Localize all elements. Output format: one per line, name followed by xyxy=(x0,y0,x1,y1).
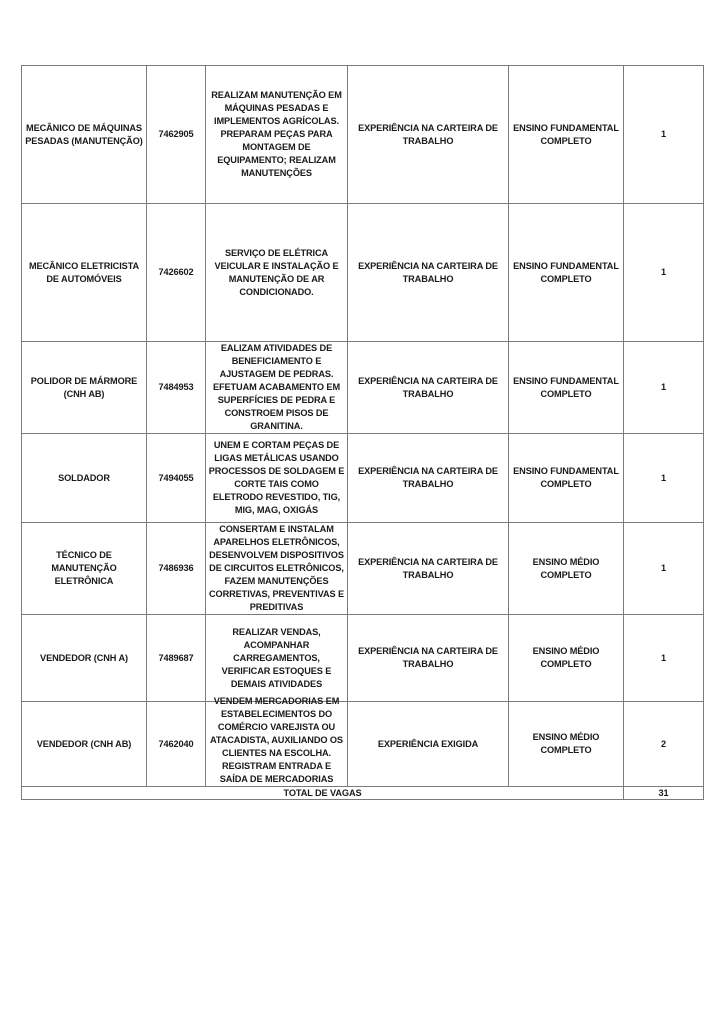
total-row xyxy=(22,787,704,800)
job-description-text: CONSERTAM E INSTALAM APARELHOS ELETRÔNICOS, DESENVOLVEM DISPOSITIVOS DE CIRCUITOS ELETRÔNICOS, FAZEM MANUTENÇÕES CORRETIVAS, PREVENTIVAS E PREDITIVAS xyxy=(209,524,344,612)
job-description xyxy=(206,615,348,702)
job-education: ENSINO FUNDAMENTAL COMPLETO xyxy=(509,66,624,204)
job-title: VENDEDOR (CNH A) xyxy=(22,615,147,702)
job-education: ENSINO FUNDAMENTAL COMPLETO xyxy=(509,204,624,342)
job-experience: EXPERIÊNCIA EXIGIDA xyxy=(348,702,509,787)
job-experience: EXPERIÊNCIA NA CARTEIRA DE TRABALHO xyxy=(348,615,509,702)
job-code: 7484953 xyxy=(147,342,206,434)
table-row xyxy=(22,615,704,702)
job-code: 7426602 xyxy=(147,204,206,342)
job-title: TÉCNICO DE MANUTENÇÃO ELETRÔNICA xyxy=(22,523,147,615)
table-row xyxy=(22,702,704,787)
job-vacancies: 1 xyxy=(624,66,704,204)
job-title: POLIDOR DE MÁRMORE (CNH AB) xyxy=(22,342,147,434)
total-value: 31 xyxy=(624,787,704,800)
total-label: TOTAL DE VAGAS xyxy=(22,787,624,800)
table-row xyxy=(22,342,704,434)
job-education: ENSINO FUNDAMENTAL COMPLETO xyxy=(509,434,624,523)
job-vacancies: 1 xyxy=(624,204,704,342)
job-education: ENSINO MÉDIO COMPLETO xyxy=(509,615,624,702)
table-row xyxy=(22,66,704,204)
table-row xyxy=(22,434,704,523)
job-vacancies: 1 xyxy=(624,615,704,702)
job-experience: EXPERIÊNCIA NA CARTEIRA DE TRABALHO xyxy=(348,523,509,615)
job-title: MECÂNICO ELETRICISTA DE AUTOMÓVEIS xyxy=(22,204,147,342)
job-description xyxy=(206,523,348,615)
job-description xyxy=(206,696,348,787)
job-title: SOLDADOR xyxy=(22,434,147,523)
job-code: 7494055 xyxy=(147,434,206,523)
job-description xyxy=(206,204,348,342)
job-description-text: VENDEM MERCADORIAS EM ESTABELECIMENTOS DO COMÉRCIO VAREJISTA OU ATACADISTA, AUXILIANDO OS CLIENTES NA ESCOLHA. REGISTRAM ENTRADA E SAÍDA DE MERCADORIAS xyxy=(210,696,343,784)
job-description xyxy=(206,342,348,434)
job-description-text: EALIZAM ATIVIDADES DE BENEFICIAMENTO E AJUSTAGEM DE PEDRAS. EFETUAM ACABAMENTO EM SUPERFÍCIES DE PEDRA E CONSTROEM PISOS DE GRANITINA. xyxy=(212,343,341,431)
job-code: 7462905 xyxy=(147,66,206,204)
job-education: ENSINO MÉDIO COMPLETO xyxy=(509,702,624,787)
job-title: MECÂNICO DE MÁQUINAS PESADAS (MANUTENÇÃO) xyxy=(22,66,147,204)
job-description xyxy=(206,66,348,204)
job-vacancies: 1 xyxy=(624,434,704,523)
job-title: VENDEDOR (CNH AB) xyxy=(22,702,147,787)
job-experience: EXPERIÊNCIA NA CARTEIRA DE TRABALHO xyxy=(348,66,509,204)
job-code: 7462040 xyxy=(147,702,206,787)
table-row xyxy=(22,523,704,615)
table-row xyxy=(22,204,704,342)
job-vacancies: 1 xyxy=(624,342,704,434)
job-description-text: REALIZAM MANUTENÇÃO EM MÁQUINAS PESADAS E IMPLEMENTOS AGRÍCOLAS. PREPARAM PEÇAS PARA MONTAGEM DE EQUIPAMENTO; REALIZAM MANUTENÇÕES xyxy=(211,90,342,178)
job-vacancies: 1 xyxy=(624,523,704,615)
job-education: ENSINO FUNDAMENTAL COMPLETO xyxy=(509,342,624,434)
job-description-text: REALIZAR VENDAS, ACOMPANHAR CARREGAMENTOS, VERIFICAR ESTOQUES E DEMAIS ATIVIDADES xyxy=(221,626,332,689)
job-experience: EXPERIÊNCIA NA CARTEIRA DE TRABALHO xyxy=(348,342,509,434)
job-experience: EXPERIÊNCIA NA CARTEIRA DE TRABALHO xyxy=(348,434,509,523)
job-description-text: SERVIÇO DE ELÉTRICA VEICULAR E INSTALAÇÃO E MANUTENÇÃO DE AR CONDICIONADO. xyxy=(214,247,339,297)
job-education: ENSINO MÉDIO COMPLETO xyxy=(509,523,624,615)
job-description-text: UNEM E CORTAM PEÇAS DE LIGAS METÁLICAS USANDO PROCESSOS DE SOLDAGEM E CORTE TAIS COMO ELETRODO REVESTIDO, TIG, MIG, MAG, OXIGÁS xyxy=(208,440,345,515)
job-code: 7486936 xyxy=(147,523,206,615)
job-code: 7489687 xyxy=(147,615,206,702)
job-experience: EXPERIÊNCIA NA CARTEIRA DE TRABALHO xyxy=(348,204,509,342)
job-description xyxy=(206,434,348,523)
job-vacancies: 2 xyxy=(624,702,704,787)
job-vacancies-table xyxy=(21,65,704,800)
